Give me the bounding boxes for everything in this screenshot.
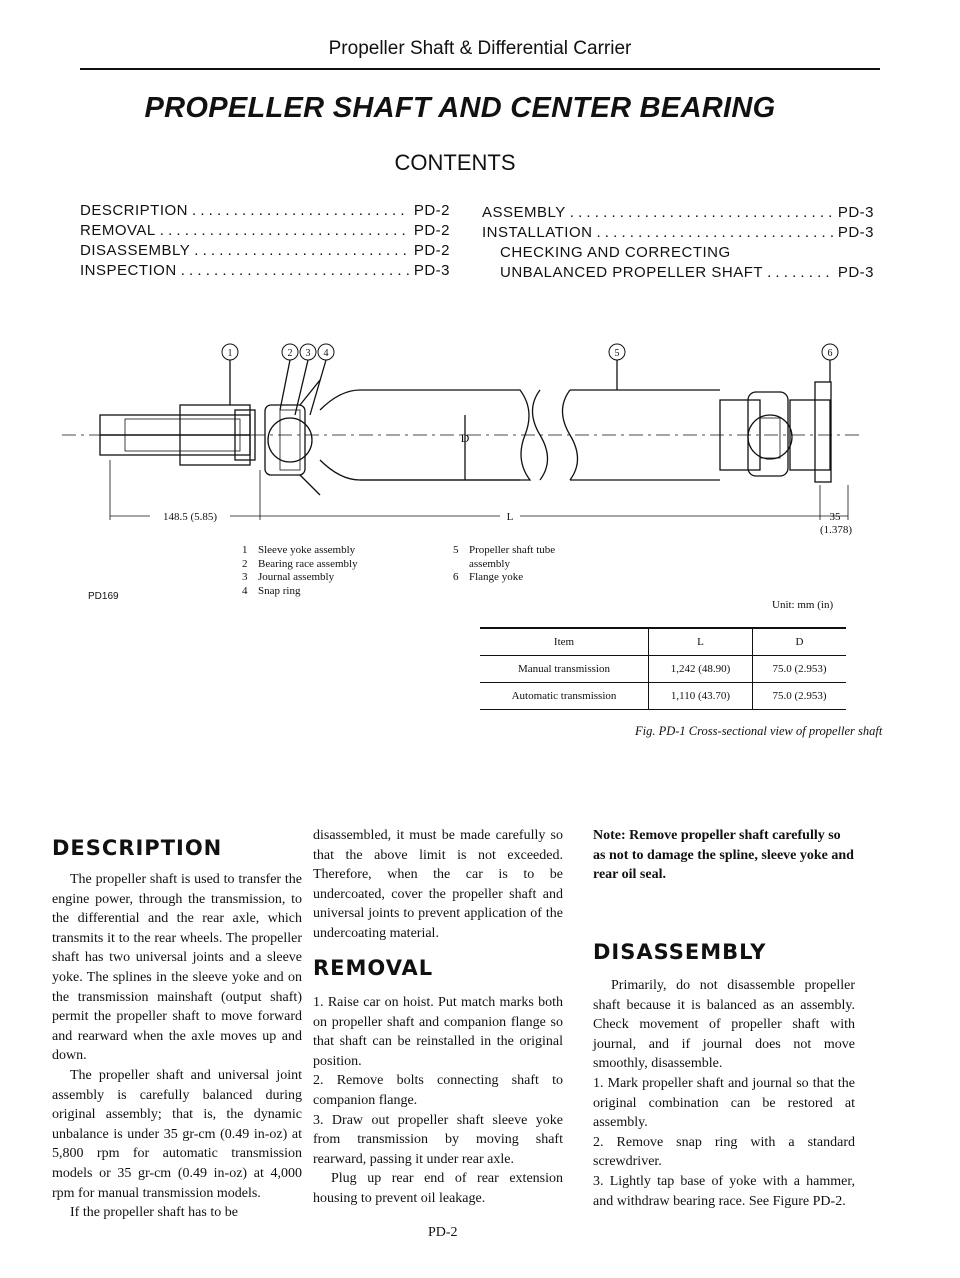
legend-item — [242, 585, 358, 599]
table-cell: Manual transmission — [518, 663, 610, 675]
removal-heading: REMOVAL — [313, 956, 434, 980]
figure-id: PD169 — [88, 591, 119, 602]
description-continued — [313, 826, 563, 944]
toc-label-line1: CHECKING AND CORRECTING — [500, 244, 731, 261]
toc-page: PD-3 — [413, 262, 450, 279]
legend-num: 4 — [242, 584, 248, 597]
legend-text: Journal assembly — [258, 571, 335, 583]
legend-item — [242, 544, 358, 558]
header-rule — [80, 68, 880, 70]
table-header-row — [480, 628, 846, 656]
running-header: Propeller Shaft & Differential Carrier — [328, 38, 632, 59]
legend-num: 3 — [242, 571, 248, 583]
contents-title: CONTENTS — [394, 150, 516, 175]
toc-label: ASSEMBLY — [482, 204, 566, 221]
description-paragraph: The propeller shaft is used to transfer the engine power, through the transmission, to the differential and the rear axle, which transmits it to the rear wheels. The propeller shaft has two universal joints and a sleeve yoke. The splines in the sleeve yoke and on the transmission mainshaft (output shaft) permit the propeller shaft to move forward and rearward when the axle moves up and down. — [52, 872, 302, 1064]
toc-label: INSPECTION — [80, 262, 177, 279]
toc-entry — [482, 264, 874, 284]
callout-3: 3 — [305, 348, 311, 359]
page-number: PD-2 — [428, 1225, 458, 1240]
legend-a — [242, 544, 358, 598]
spec-table — [480, 627, 846, 710]
toc-label: DESCRIPTION — [80, 202, 189, 219]
legend-item — [242, 571, 358, 585]
toc-entry — [80, 202, 450, 222]
disassembly-paragraph: Primarily, do not disassemble propeller shaft because it is balanced as an assembly. Check movement of propeller shaft with journal, and if journal does not move smoothly, disassemble. — [593, 978, 855, 1072]
figure-caption: Fig. PD-1 Cross-sectional view of propeller shaft — [635, 724, 883, 738]
toc-label: INSTALLATION — [482, 224, 593, 241]
legend-item — [453, 558, 555, 572]
table-cell: 1,242 (48.90) — [649, 656, 753, 683]
toc-entry — [80, 262, 450, 282]
removal-step: 2. Remove bolts connecting shaft to companion flange. — [313, 1073, 563, 1108]
dim-right-inch-label: (1.378) — [819, 524, 853, 536]
removal-note: Plug up rear end of rear extension housing to prevent oil leakage. — [313, 1171, 563, 1206]
legend-text: Snap ring — [258, 584, 301, 597]
description-paragraph: If the propeller shaft has to be — [70, 1205, 238, 1221]
legend-num: 5 — [453, 544, 459, 556]
callout-6: 6 — [827, 348, 833, 359]
toc-entry — [80, 222, 450, 242]
table-cell: 1,110 (43.70) — [649, 683, 753, 710]
legend-item — [453, 571, 555, 585]
toc-entry — [482, 224, 874, 244]
disassembly-step: 1. Mark propeller shaft and journal so that the original combination can be restored at assembly. — [593, 1075, 855, 1131]
removal-body — [313, 993, 563, 1209]
toc-page: PD-3 — [837, 224, 874, 241]
legend-text: Flange yoke — [469, 571, 524, 583]
description-paragraph: disassembled, it must be made carefully so that the above limit is not exceeded. Therefore, when the car is to be undercoated, cover the propeller shaft and universal joints to prevent application of the undercoating material. — [313, 828, 563, 941]
description-heading: DESCRIPTION — [52, 836, 223, 860]
legend-text: assembly — [469, 557, 510, 570]
toc-entry — [482, 204, 874, 224]
callout-5: 5 — [614, 348, 620, 359]
removal-step: 1. Raise car on hoist. Put match marks both on propeller shaft and companion flange so that shaft can be reinstalled in the original position. — [313, 995, 563, 1069]
legend-num — [453, 558, 469, 572]
disassembly-body — [593, 976, 855, 1211]
callout-1: 1 — [227, 348, 233, 359]
legend-text: Propeller shaft tube — [469, 544, 556, 556]
toc-entry — [80, 242, 450, 262]
table-cell: 75.0 (2.953) — [753, 656, 847, 683]
toc-right — [482, 204, 874, 284]
callout-4: 4 — [323, 348, 329, 359]
toc-page: PD-2 — [413, 202, 450, 219]
table-header: L — [649, 628, 753, 656]
toc-label: REMOVAL — [80, 222, 156, 239]
disassembly-step: 2. Remove snap ring with a standard screwdriver. — [593, 1134, 855, 1170]
table-row — [480, 683, 846, 710]
note-text: Note: Remove propeller shaft carefully so as not to damage the spline, sleeve yoke and rear oil seal. — [593, 828, 854, 883]
toc-page: PD-3 — [837, 264, 874, 281]
disassembly-step: 3. Lightly tap base of yoke with a hammer, and withdraw bearing race. See Figure PD-2. — [593, 1173, 855, 1209]
toc-page: PD-2 — [413, 222, 450, 239]
removal-step: 3. Draw out propeller shaft sleeve yoke from transmission by moving shaft rearward, passing it under rear axle. — [313, 1112, 563, 1167]
legend-b — [453, 544, 555, 585]
description-body — [52, 870, 302, 1223]
removal-caution-note — [593, 826, 855, 885]
toc-left — [80, 202, 450, 282]
legend-text: Sleeve yoke assembly — [258, 544, 356, 556]
toc-label: UNBALANCED PROPELLER SHAFT — [500, 264, 764, 281]
unit-note: Unit: mm (in) — [772, 599, 834, 611]
page-title: PROPELLER SHAFT AND CENTER BEARING — [144, 92, 776, 124]
legend-item — [242, 558, 358, 572]
table-cell: Automatic transmission — [511, 690, 617, 702]
table-cell: 75.0 (2.953) — [753, 683, 847, 710]
table-header: Item — [553, 636, 575, 648]
callout-2: 2 — [287, 348, 293, 359]
toc-page: PD-3 — [837, 204, 874, 221]
legend-num: 1 — [242, 544, 248, 556]
legend-text: Bearing race assembly — [258, 557, 358, 570]
disassembly-heading: DISASSEMBLY — [593, 940, 767, 964]
description-paragraph: The propeller shaft and universal joint assembly is carefully balanced during original assembly; that is, the dynamic unbalance is under 35 gr-cm (0.49 in-oz) at 5,800 rpm for automatic transmission models or 35 gr-cm (0.49 in-oz) at 4,000 rpm for manual transmission models. — [52, 1067, 302, 1201]
dim-l-label: L — [506, 511, 514, 523]
toc-page: PD-2 — [413, 242, 450, 259]
legend-num: 6 — [453, 571, 459, 583]
table-row — [480, 656, 846, 683]
legend-item — [453, 544, 555, 558]
dim-left-label: 148.5 (5.85) — [162, 511, 218, 523]
dim-d-label: D — [460, 431, 470, 445]
dim-right-label: 35 — [829, 511, 841, 523]
toc-label: DISASSEMBLY — [80, 242, 191, 259]
legend-num: 2 — [242, 557, 248, 570]
table-header: D — [753, 628, 847, 656]
